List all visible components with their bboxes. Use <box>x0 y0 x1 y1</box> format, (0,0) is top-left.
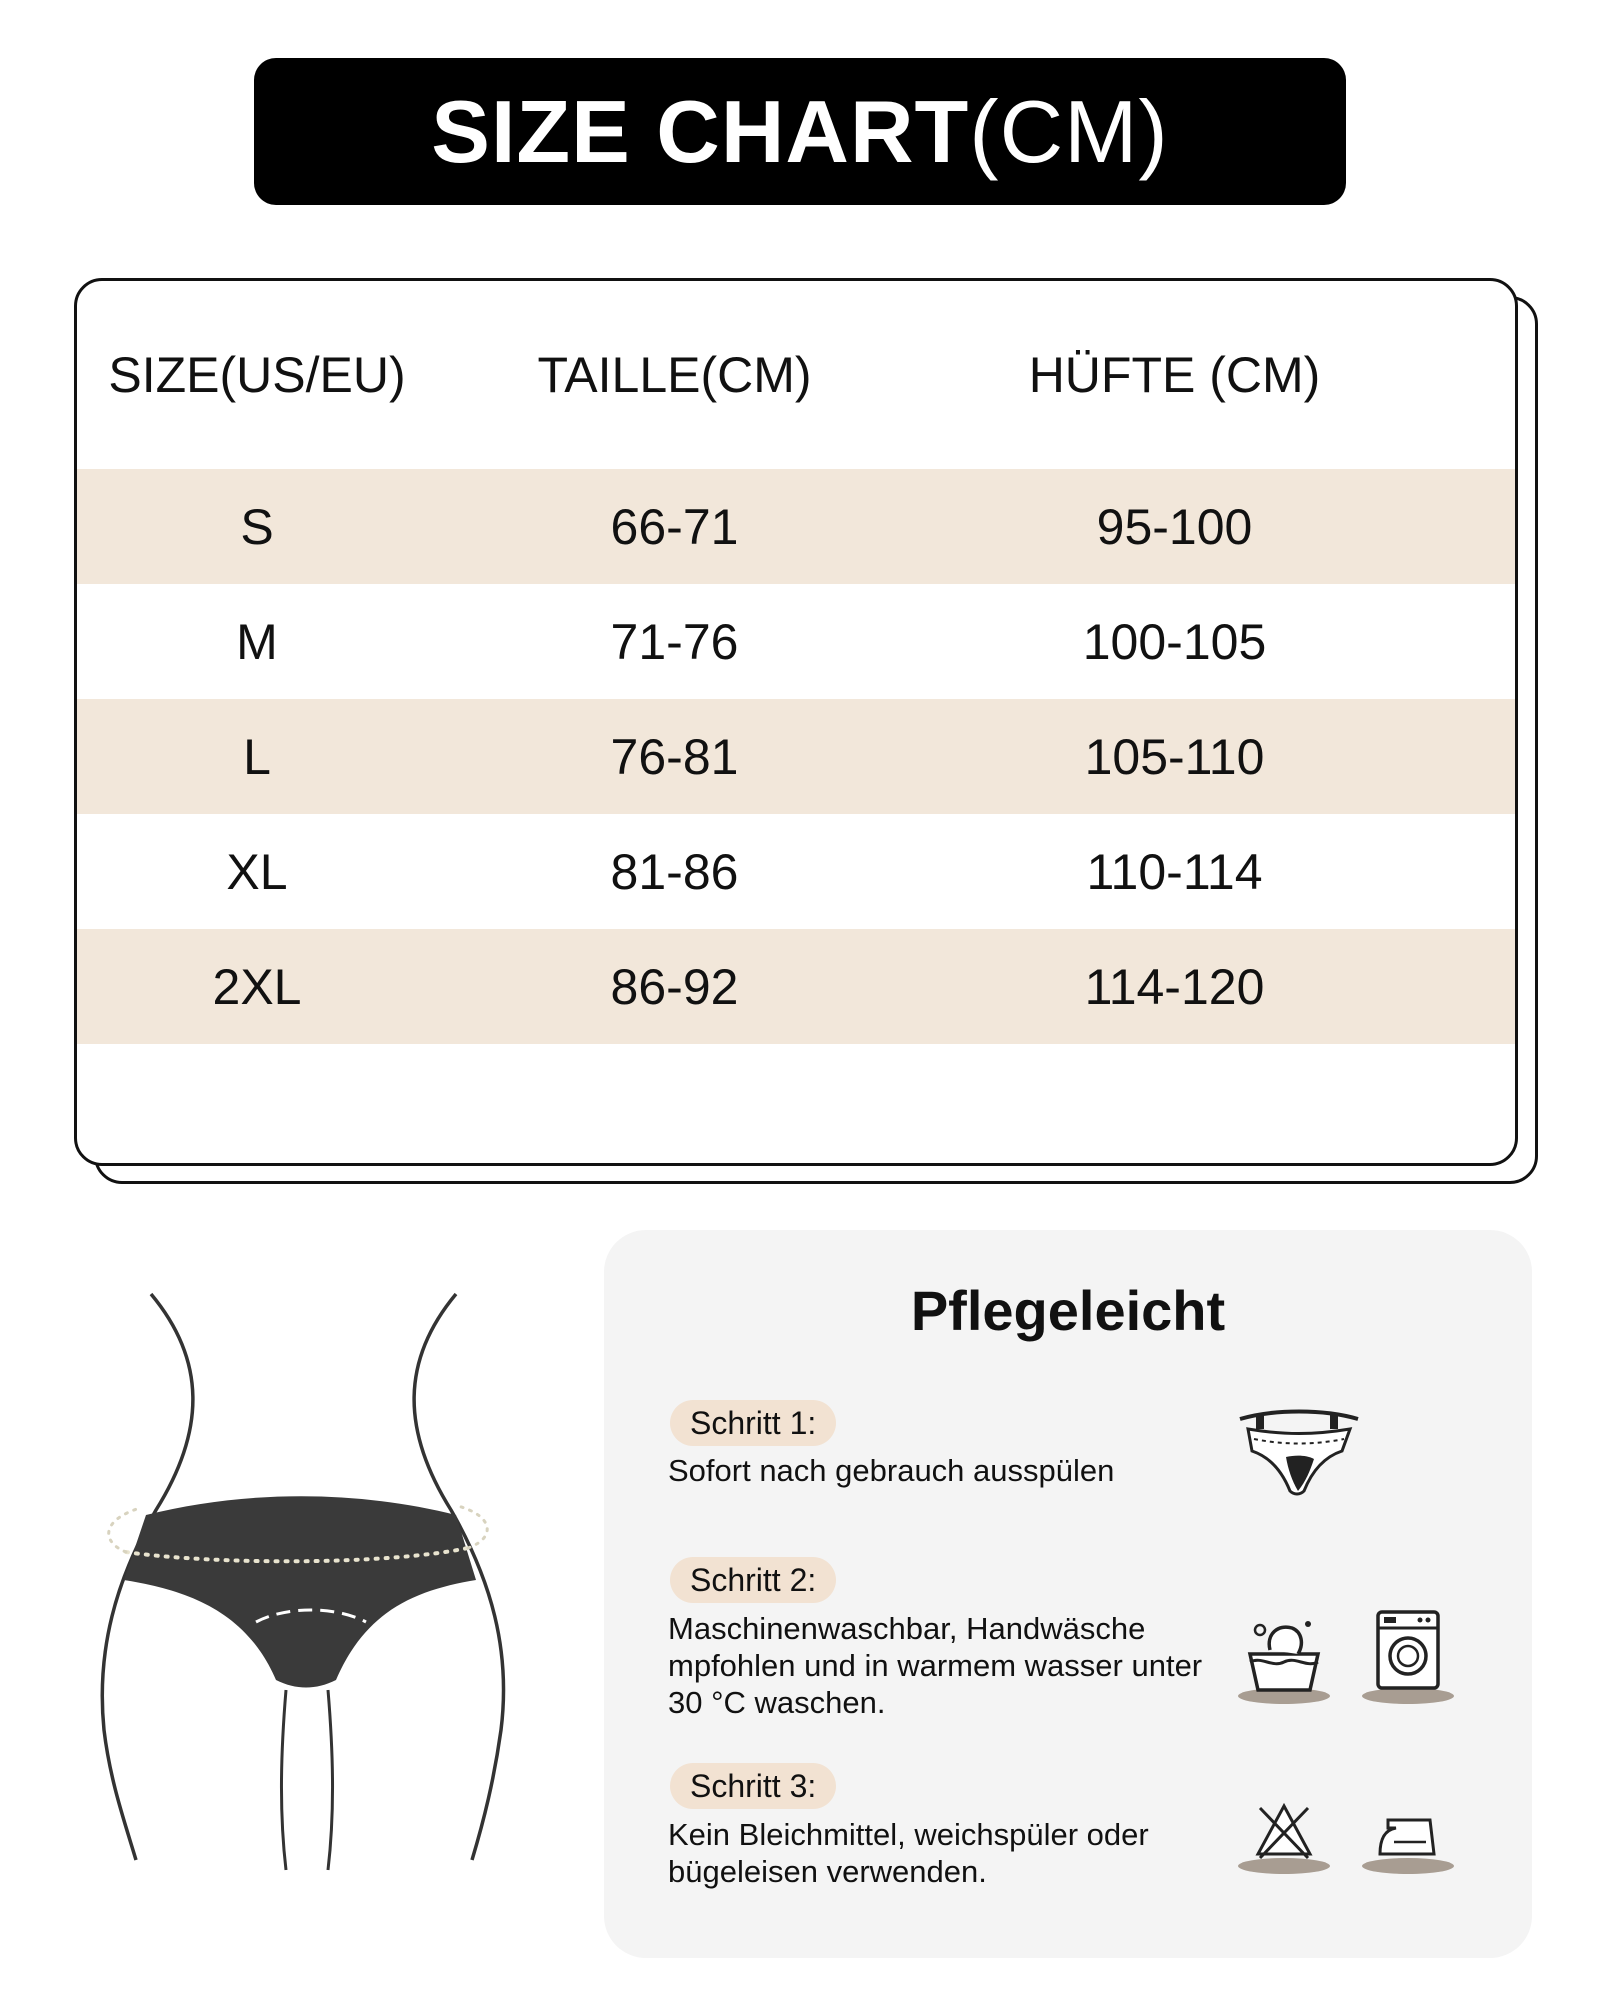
hip-cell: 95-100 <box>1096 498 1253 555</box>
table-row <box>77 929 1515 1044</box>
hip-cell: 105-110 <box>1084 728 1265 785</box>
step-1-label: Schritt 1: <box>670 1400 836 1446</box>
column-header-waist: TAILLE(CM) <box>537 347 812 403</box>
title-banner <box>254 58 1346 205</box>
size-cell: S <box>240 498 274 555</box>
table-row <box>77 814 1515 929</box>
inner-thigh-right <box>328 1690 333 1870</box>
size-cell: L <box>243 728 271 785</box>
inner-thigh-left <box>281 1690 286 1870</box>
title-bold: SIZE CHART <box>431 81 970 181</box>
size-cell: XL <box>226 843 288 900</box>
table-row <box>77 699 1515 814</box>
waist-cell: 71-76 <box>610 613 739 670</box>
care-title: Pflegeleicht <box>910 1279 1226 1342</box>
page-title <box>431 81 1169 181</box>
table-row <box>77 584 1515 699</box>
column-header-hip: HÜFTE (CM) <box>1028 347 1321 403</box>
iron-icon <box>1360 1796 1456 1876</box>
step-2-text: Maschinenwaschbar, Handwäsche mpfohlen und in warmem wasser unter 30 °C waschen. <box>668 1611 1203 1720</box>
waist-measure-left-arc <box>109 1508 140 1552</box>
hand-wash-icon <box>1236 1610 1332 1706</box>
washing-machine-icon <box>1360 1606 1456 1706</box>
waist-cell: 81-86 <box>610 843 739 900</box>
step-3-text: Kein Bleichmittel, weichspüler oder bügeleisen verwenden. <box>668 1817 1149 1889</box>
panty-shape <box>124 1496 476 1687</box>
hip-cell: 114-120 <box>1084 958 1265 1015</box>
size-cell: M <box>236 613 278 670</box>
step-1-text: Sofort nach gebrauch ausspülen <box>668 1453 1115 1488</box>
size-cell: 2XL <box>212 958 302 1015</box>
hip-cell: 110-114 <box>1086 843 1263 900</box>
column-header-size: SIZE(US/EU) <box>108 347 406 403</box>
table-row <box>77 469 1515 584</box>
title-unit: (CM) <box>969 81 1169 181</box>
table-header-row <box>77 281 1515 469</box>
step-2-label: Schritt 2: <box>670 1557 836 1603</box>
hip-cell: 100-105 <box>1082 613 1267 670</box>
waist-cell: 86-92 <box>610 958 739 1015</box>
step-3-label: Schritt 3: <box>670 1763 836 1809</box>
size-table <box>74 278 1518 1166</box>
waist-cell: 66-71 <box>610 498 739 555</box>
care-panel <box>604 1230 1532 1958</box>
no-bleach-icon <box>1236 1796 1332 1876</box>
waist-cell: 76-81 <box>610 728 739 785</box>
body-measurement-illustration <box>96 1280 516 1880</box>
panty-hanging-icon <box>1234 1405 1364 1501</box>
